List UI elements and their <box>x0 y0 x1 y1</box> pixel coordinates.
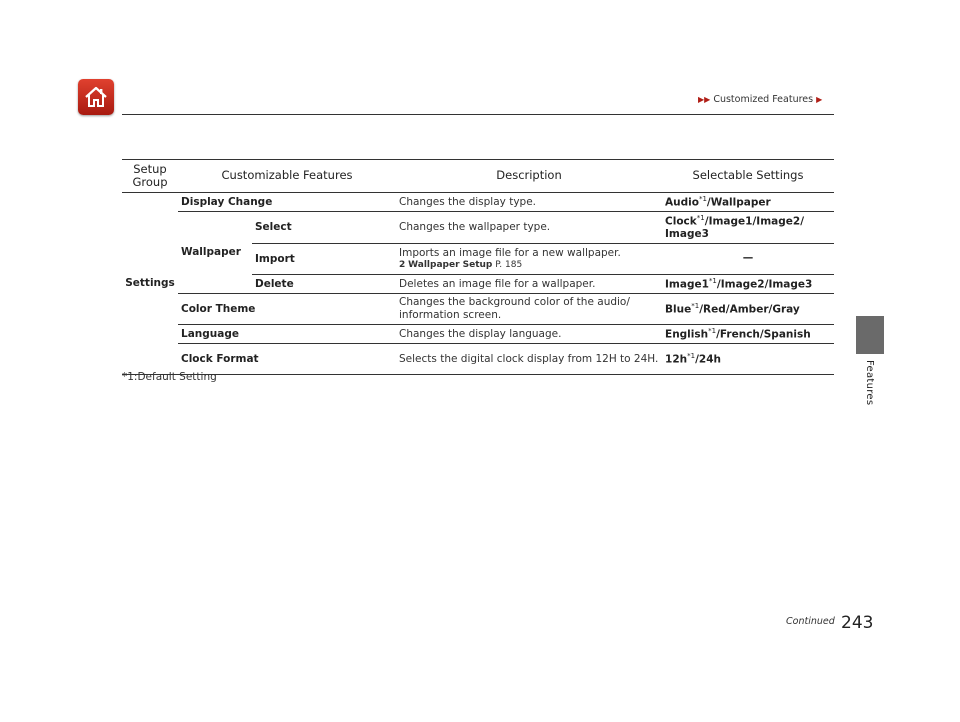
option-wallpaper: Wallpaper <box>710 196 771 209</box>
table-row <box>122 212 834 244</box>
option-french: French <box>719 328 760 341</box>
feature-language: Language <box>178 324 396 343</box>
settings-import: — <box>662 243 834 274</box>
option-image3: Image3 <box>768 278 813 291</box>
option-image2: Image2 <box>720 278 765 291</box>
settings-select: Clock$^{*1}$/Image1/Image2/ Image3 <box>662 212 834 244</box>
table-row <box>122 293 834 324</box>
settings-color-theme: Blue$^{*1}$/Red/Amber/Gray <box>662 293 834 324</box>
header-customizable-features: Customizable Features <box>178 160 396 193</box>
desc-clock-format: Selects the digital clock display from 12H to 24H. <box>396 343 662 374</box>
desc-import-text: Imports an image file for a new wallpaper. <box>399 246 621 259</box>
settings-display-change <box>662 193 834 212</box>
breadcrumb-link[interactable]: Customized Features <box>713 94 814 105</box>
desc-color-theme: Changes the background color of the audio/ information screen. <box>396 293 662 324</box>
reference-arrow-icon: 2 <box>399 260 406 271</box>
default-marker: *1 <box>687 351 696 360</box>
feature-clock-format: Clock Format <box>178 343 396 374</box>
continued-label: Continued <box>786 616 835 627</box>
default-marker: *1 <box>691 301 700 310</box>
feature-color-theme: Color Theme <box>178 293 396 324</box>
section-tab-label: Features <box>864 360 875 406</box>
desc-delete: Deletes an image file for a wallpaper. <box>396 274 662 293</box>
desc-select: Changes the wallpaper type. <box>396 212 662 244</box>
default-marker: *1 <box>708 326 717 335</box>
default-marker: *1 <box>698 195 707 203</box>
feature-wallpaper: Wallpaper <box>178 212 252 294</box>
table-row <box>122 193 834 212</box>
cross-reference[interactable] <box>399 260 659 271</box>
subfeature-select: Select <box>252 212 396 244</box>
option-audio: Audio <box>665 196 699 209</box>
option-image1: Image1 <box>708 215 753 228</box>
footnote: *1:Default Setting <box>122 371 217 383</box>
option-blue: Blue <box>665 303 692 316</box>
separator: / <box>706 196 711 209</box>
table-row <box>122 324 834 343</box>
home-icon <box>83 84 109 110</box>
page-number: 243 <box>841 613 874 633</box>
desc-language: Changes the display language. <box>396 324 662 343</box>
option-spanish: Spanish <box>763 328 811 341</box>
option-amber: Amber <box>729 303 769 316</box>
option-clock: Clock <box>665 215 697 228</box>
option-english: English <box>665 328 709 341</box>
settings-table <box>122 159 834 375</box>
triangle-right-icon: ▶ <box>816 95 823 104</box>
option-red: Red <box>703 303 726 316</box>
option-12h: 12h <box>665 353 688 366</box>
desc-display-change: Changes the display type. <box>396 193 662 212</box>
default-marker: *1 <box>708 276 717 285</box>
settings-clock-format: $12h^{*1}/24h$ <box>662 343 834 374</box>
reference-page: P. 185 <box>495 260 523 271</box>
section-tab <box>856 316 884 354</box>
default-marker: *1 <box>696 214 705 223</box>
desc-import <box>396 243 662 274</box>
option-image3: Image3 <box>665 228 709 241</box>
option-image1: Image1 <box>665 278 709 291</box>
header-setup-group: Setup Group <box>122 160 178 193</box>
subfeature-delete: Delete <box>252 274 396 293</box>
option-image2: Image2 <box>756 215 801 228</box>
feature-display-change: Display Change <box>178 193 396 212</box>
subfeature-import: Import <box>252 243 396 274</box>
option-24h: 24h <box>698 353 722 366</box>
header-description: Description <box>396 160 662 193</box>
table-row <box>122 343 834 374</box>
breadcrumb <box>698 94 822 105</box>
settings-language: English$^{*1}$/French/Spanish <box>662 324 834 343</box>
home-button[interactable] <box>78 79 114 115</box>
header-rule <box>122 114 834 115</box>
triangle-right-icon: ▶▶ <box>698 95 711 104</box>
table-header-row <box>122 160 834 193</box>
header-selectable-settings: Selectable Settings <box>662 160 834 193</box>
reference-title: Wallpaper Setup <box>408 260 493 271</box>
group-settings: Settings <box>122 193 178 375</box>
settings-delete: Image1$^{*1}$/Image2/Image3 <box>662 274 834 293</box>
option-gray: Gray <box>772 303 800 316</box>
